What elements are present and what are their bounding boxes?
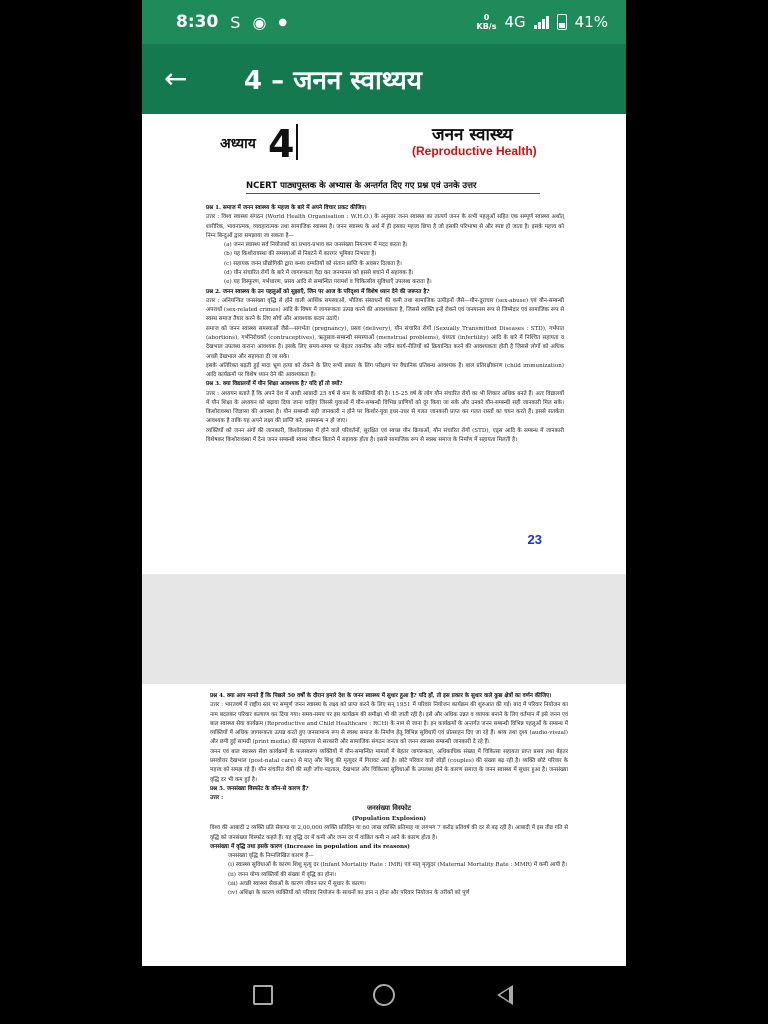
answer-5-intro: जनसंख्या वृद्धि के निम्नलिखित कारण हैं— <box>228 853 314 860</box>
answer-2: उत्तर : अनियन्त्रित जनसंख्या वृद्धि से होने वाली आर्थिक समस्याओं, भौतिक संसाधनों की कमी तथा सामाजिक उत्पीड़नों जैसे—यौन-दुराचार (sex-abuse) एवं यौन-सम्बन्धी अपराधों (sex-related crimes) आदि के विषय में जागरूकता उत्पन्न करने की आवश्यकता है, जिससे व्यक्ति इन्हें रोकने एवं जनमानस रूप से जिम्मेदार एवं सामाजिक रूप से स्वस्थ समाज तैयार करने के लिए सोचें और आवश्यक कदम उठाएँ। <box>206 297 564 323</box>
question-3: प्रश्न 3. क्या विद्यालयों में यौन शिक्षा आवश्यक है? यदि हाँ तो क्यों? <box>206 381 343 388</box>
answer-3-continued: व्यक्तियों को जनन अंगों की जानकारी, किशोरावस्था में होने वाले परिवर्तनों, सुरक्षित एवं स्वच्छ यौन क्रियाओं, यौन संचारित रोगों (STD), एड्स आदि के सम्बन्ध में जानकारी विशेषकर किशोरावस्था में देना जनन सम्बन्धी स्वस्थ जीवन बिताने में सहायक होता है। इससे सामाजिक रूप से स्वस्थ समाज के निर्माण में सहायता मिलती है। <box>206 427 564 444</box>
answer-5-point: (iv) अशिक्षा के कारण व्यक्तियों को परिवार नियोजन के साधनों का ज्ञान न होना और परिवार नियोजन के तरीकों को पूर्ण <box>228 890 470 897</box>
recents-square-icon <box>253 985 273 1005</box>
question-5: प्रश्न 5. जनसंख्या विस्फोट के कौन-से कारण हैं? <box>210 785 309 792</box>
answer-1-point: (a) जनन स्वास्थ्य सर्व नियोजकों का प्रभाव-प्रभाव कर जनसंख्या नियन्त्रण में मदद करता है। <box>224 242 408 249</box>
chapter-divider <box>296 124 298 160</box>
answer-4-continued: जनन एवं बाल स्वास्थ्य सेवा कार्यक्रमों के फलस्वरूप व्यक्तियों में यौन-सम्बन्धित मामलों में बेहतर जागरूकता, अधिकाधिक संख्या में चिकित्सा सहायता प्राप्त प्रसव तथा बेहतर प्रसवोत्तर देखभाल (post-natal care) से मातृ और शिशु की मृत्युदर में गिरावट आई है। छोटे परिवार वाले जोड़ों (couples) की संख्या बढ़ रही है। व्यक्ति छोटे परिवार के महत्त्व को समझ रहे हैं। यौन संचारित रोगों की सही जाँच-पड़ताल, देखभाल और चिकित्सा सुविधाओं के उपलब्ध होने के कारण समाज के जनन स्वास्थ्य में सुधार हुआ है। जनसंख्या वृद्धि दर भी कम हुई है। <box>210 748 568 783</box>
answer-4: उत्तर : भारतवर्ष में राष्ट्रीय स्तर पर सम्पूर्ण जनन स्वास्थ्य के लक्ष्य को प्राप्त करने के लिए सन् 1951 में परिवार नियोजन कार्यक्रम की शुरुआत की गई। बाद में परिवार नियोजन का नाम बदलकर परिवार कल्याण कर दिया गया। समय-समय पर इस कार्यक्रम की समीक्षा भी की जाती रही है। इसे और अधिक उन्नत व व्यापक बनाने के लिए वर्तमान में इसे जनन एवं बाल स्वास्थ्य सेवा कार्यक्रम (Reproductive and Child Healthcare : RCH) के नाम से जाना है। इन कार्यक्रमों के अन्तर्गत जनन सम्बन्धी विभिन्न पहलुओं के सम्बन्ध में व्यक्तियों में अधिक जागरूकता उत्पन्न करते हुए जनसामान्य रूप से स्वस्थ समाज के निर्माण हेतु विभिन्न सुविधाएँ एवं प्रोत्साहन दिए जा रहे हैं। श्रव्य तथा दृश्य (audio-visual) और छपी हुई सामग्री (print media) की सहायता से सरकारी और सामाजिक संगठन जनता को जनन स्वास्थ्य सम्बन्धी जानकारी दे रहे हैं। <box>210 702 568 746</box>
sync-icon: S <box>230 12 241 32</box>
battery-icon <box>557 14 567 30</box>
answer-2-continued: समाज को जनन स्वास्थ्य समस्याओं जैसे—सगर्भता (pregnancy), प्रसव (delivery), यौन संचारित रोगों (Sexually Transmitted Diseases : STD), गर्भपात (abortions), गर्भनिरोधकों (contraceptives), ऋतुस्राव-सम्बन्धी समस्याओं (menstrual problems), बंध्यता (infertility) आदि के बारे में निश्चित सहायता व देखभाल उपलब्ध कराना आवश्यक है। इसके लिए समय-समय पर बेहतर तकनीक और नवीन कार्य-नीतियों को क्रियान्वित करने की आवश्यकता होती है जिससे लोगों को अधिक अच्छी देखभाल और सहायता दी जा सके। <box>206 325 564 360</box>
question-4: प्रश्न 4. क्या आप मानते हैं कि पिछले 50 वर्षों के दौरान हमारे देश के जनन स्वास्थ्य में सुधार हुआ है? यदि हाँ, तो इस प्रकार के सुधार वाले कुछ क्षेत्रों का वर्णन कीजिए। <box>210 693 552 699</box>
answer-1-point: (e) यह विस्फुरण, गर्भधारण, प्रसव आदि से सम्बन्धित परामर्श व चिकित्सीय सुविधाएँ उपलब्ध कराता है। <box>224 279 432 286</box>
back-triangle-icon <box>497 985 513 1005</box>
answer-5-point: (i) स्वास्थ्य सुविधाओं के कारण शिशु मृत्यु दर (Infant Mortality Rate : IMR) एवं मातृ मृत्युदर (Maternal Mortality Rate : MMR) में कमी आयी है। <box>228 862 568 869</box>
chapter-number: 4 <box>268 122 295 166</box>
answer-5-title: जनसंख्या विस्फोट <box>366 804 412 813</box>
section-heading: NCERT पाठ्यपुस्तक के अभ्यास के अन्तर्गत दिए गए प्रश्न एवं उनके उत्तर <box>246 181 477 191</box>
answer-5-point: (iii) अच्छी स्वास्थ्य सेवाओं के कारण जीवन स्तर में सुधार के कारण। <box>228 880 366 887</box>
status-time: 8:30 <box>176 12 219 32</box>
pdf-page-2 <box>142 684 626 966</box>
answer-5-heading: जनसंख्या में वृद्धि तथा इसके कारण (Increase in population and its reasons) <box>210 843 410 850</box>
answer-2-continued-2: इसके अतिरिक्त बढ़ती हुई मादा भ्रूण हत्या को रोकने के लिए सभी प्रकार के लिंग परीक्षण पर वैधानिक प्रतिबन्ध आवश्यक है। बाल प्रतिरक्षीकरण (child immunization) आदि कार्यक्रमों पर विशेष ध्यान देने की आवश्यकता है। <box>206 362 564 379</box>
chapter-subtitle: (Reproductive Health) <box>412 144 537 158</box>
question-1: प्रश्न 1. समाज में जनन स्वास्थ्य के महत्त्व के बारे में अपने विचार प्रकट कीजिए। <box>206 205 367 211</box>
notification-dot-icon: ● <box>278 16 288 28</box>
compass-icon: ◉ <box>252 12 267 32</box>
recents-button[interactable] <box>233 970 293 1020</box>
answer-5-label: उत्तर : <box>210 795 224 802</box>
pdf-viewer[interactable] <box>142 114 626 966</box>
page-1-body <box>206 204 564 445</box>
answer-5-text: विश्व की आबादी 2 व्यक्ति प्रति सेकण्ड या 2,00,000 व्यक्ति प्रतिदिन या 60 लाख व्यक्ति प्रतिमाह या लगभग 7 करोड़ प्रतिवर्ष की दर से बढ़ रही है। आबादी में इस तीव्र गति से वृद्धि को जनसंख्या विस्फोट कहते हैं। यह वृद्धि दर में कमी और जन्म दर में वांछित कमी न आने के कारण होता है। <box>210 825 568 841</box>
answer-1-point: (d) यौन संचारित रोगों के बारे में जागरूकता पैदा कर जनमानस को इससे बचाने में सहायक है। <box>224 269 414 276</box>
answer-5-point: (ii) जनन योग्य व्यक्तियों की संख्या में वृद्धि का होना। <box>228 871 337 878</box>
speed-value: 0 <box>483 13 490 22</box>
answer-1-point: (c) सहायक जनन प्रौद्योगिकी द्वारा बन्ध्य दम्पतियों को संतान प्राप्ति के अवसर दिलाता है। <box>224 260 402 267</box>
answer-5-subtitle: (Population Explosion) <box>351 815 427 822</box>
answer-3: उत्तर : अध्ययन बताते हैं कि अपने देश में आधी आबादी 25 वर्ष से कम के व्यक्तियों की है। 15-25 वर्ष के लोग यौन संचारित रोगों का भी शिकार अधिक बनते हैं। अतः विद्यालयों में यौन शिक्षा के अध्ययन को बढ़ावा दिया जाना चाहिए जिससे युवाओं में यौन-सम्बन्धी विभिन्न प्राणियों को दूर किया जा सके और उनको यौन-सम्बन्धी सही जानकारी मिल सके। किशोरावस्था जिज्ञासा की अवस्था है। यौन सम्बन्धी सही जानकारी न होने पर किशोर-युवा इधर-उधर से गलत जानकारी प्राप्त कर गलत रास्तों का चयन करते हैं। इससे सतर्कता आवश्यक है ताकि यह अपने लक्ष्य की प्राप्ति करे, इसमबन्ध न हो जाए। <box>206 390 564 425</box>
chapter-label: अध्याय <box>220 136 256 152</box>
phone-screen <box>142 0 626 1024</box>
question-2: प्रश्न 2. जनन स्वास्थ्य के उन पहलुओं को सुझाएँ, जिन पर आज के परिदृश्य में विशेष ध्यान देने की जरूरत है? <box>206 288 430 295</box>
back-button[interactable] <box>475 970 535 1020</box>
chapter-title: जनन स्वास्थ्य <box>432 125 513 145</box>
network-speed <box>477 13 497 31</box>
page-number: 23 <box>527 532 542 547</box>
chapter-header <box>142 114 626 184</box>
battery-percent: 41% <box>574 13 608 31</box>
status-right <box>477 13 609 31</box>
page-2-body <box>210 692 568 899</box>
status-bar <box>142 0 626 44</box>
home-circle-icon <box>373 984 395 1006</box>
app-bar <box>142 44 626 114</box>
signal-icon <box>534 15 549 29</box>
section-rule <box>246 193 540 194</box>
back-arrow-icon[interactable]: ← <box>164 62 188 95</box>
pdf-page-1 <box>142 114 626 574</box>
navigation-bar <box>142 966 626 1024</box>
speed-unit: KB/s <box>476 22 497 31</box>
home-button[interactable] <box>354 970 414 1020</box>
answer-1-point: (b) यह किशोरावस्था की समस्याओं से निबटने में कारगर भूमिका निभाता है। <box>224 251 377 258</box>
app-title: 4 – जनन स्वाथ्यय <box>244 66 422 96</box>
answer-1: उत्तर : विश्व स्वास्थ्य संगठन (World Health Organisation : W.H.O.) के अनुसार जनन स्वास्थ्य का तात्पर्य जनन के सभी पहलुओं सहित एक सम्पूर्ण स्वास्थ्य अर्थात् शारीरिक, भावनात्मक, व्यवहारात्मक तथा सामाजिक स्वास्थ्य है। जनन स्वास्थ्य के अर्थ में ही इसका महत्त्व छिपा है जो इसकी परिभाषा से और स्पष्ट हो जाता है। इसके महत्त्व को निम्न बिन्दुओं द्वारा समझाया जा सकता है— <box>206 214 564 239</box>
network-type: 4G <box>504 13 526 31</box>
